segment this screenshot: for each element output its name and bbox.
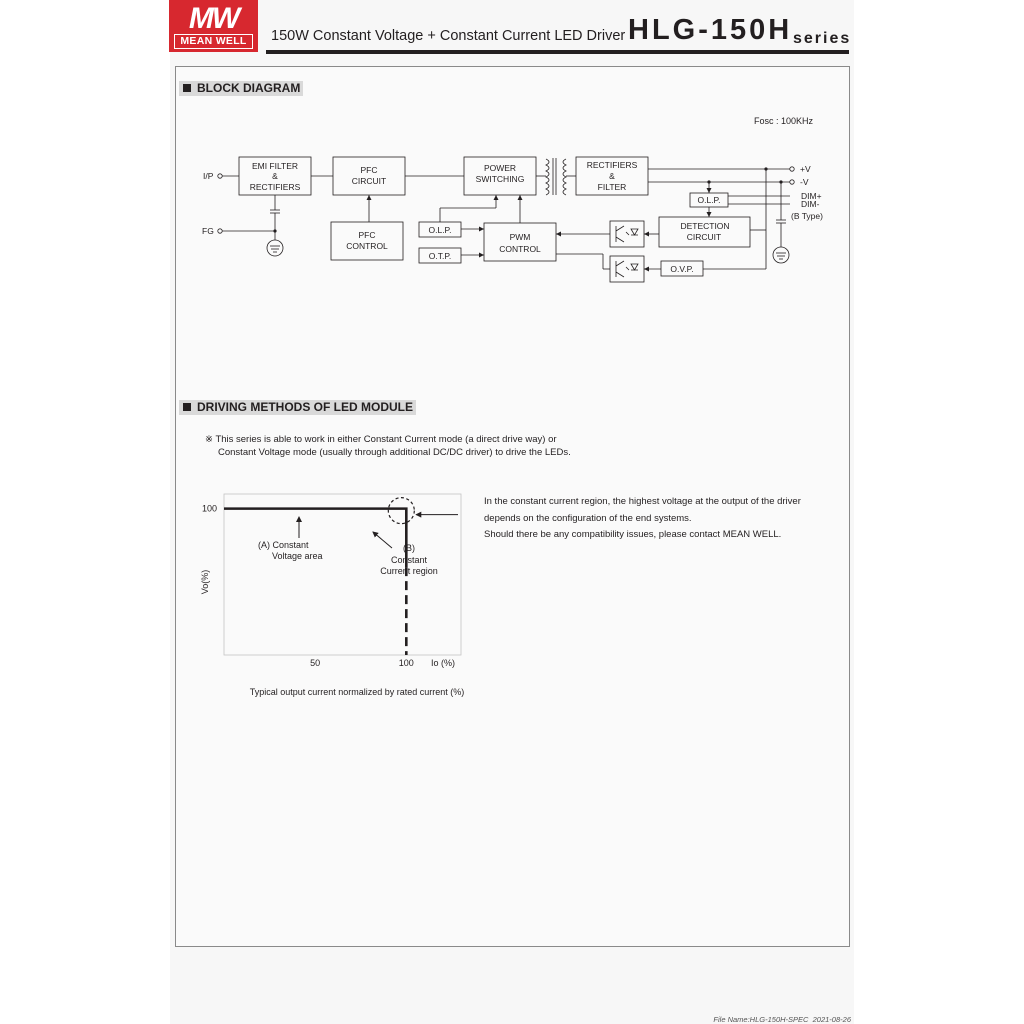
pwm-control-line1: PWM (509, 232, 531, 242)
x-tick-label: 100 (398, 658, 414, 668)
note-mark-icon: ※ (205, 434, 213, 445)
dim-pos-label: DIM+ (801, 191, 822, 201)
side-note-line-2: depends on the configuration of the end systems. (484, 512, 692, 524)
series-label: series (793, 30, 852, 47)
footer (713, 1015, 851, 1024)
region-b-line1: Constant (390, 555, 428, 565)
pfc-circuit-line2: CIRCUIT (351, 176, 387, 186)
emi-filter-line3: RECTIFIERS (249, 182, 301, 192)
block-diagram-heading-text: BLOCK DIAGRAM (197, 81, 301, 95)
pfc-circuit-line1: PFC (360, 165, 378, 175)
logo-text: MEAN WELL (174, 34, 253, 49)
emi-filter-line2: & (272, 171, 278, 181)
detection-circuit-line2: CIRCUIT (686, 232, 722, 242)
emi-filter-line1: EMI FILTER (251, 161, 299, 171)
note-line-1-text: This series is able to work in either Constant Current mode (a direct drive way) or (215, 434, 557, 445)
output-pos-label: +V (800, 164, 811, 174)
rectifiers-filter-line2: & (609, 171, 615, 181)
detection-circuit-line1: DETECTION (680, 221, 730, 231)
region-b-line2: Current region (380, 566, 438, 576)
otp-label: O.T.P. (428, 251, 452, 261)
side-note-line-1: In the constant current region, the highest voltage at the output of the driver (484, 496, 801, 507)
region-b-arrow (373, 532, 392, 548)
footer-file-name: File Name:HLG-150H-SPEC (713, 1015, 809, 1024)
model-number: HLG-150H (628, 14, 793, 46)
power-switching-line2: SWITCHING (475, 174, 525, 184)
x-tick-label: 50 (310, 658, 321, 668)
chart-caption: Typical output current normalized by rated current (%) (249, 687, 465, 697)
x-axis-label: Io (%) (430, 658, 456, 668)
region-a-title: (A) Constant (258, 540, 309, 550)
output-neg-label: -V (800, 177, 809, 187)
ip-label: I/P (203, 171, 214, 181)
pwm-control-line2: CONTROL (499, 244, 541, 254)
y-tick-label: 100 (201, 503, 217, 514)
logo-mark: MW (188, 2, 239, 35)
olp-left-label: O.L.P. (428, 225, 452, 235)
fosc-label: Fosc : 100KHz (753, 116, 813, 126)
fg-label: FG (202, 226, 214, 236)
knee-highlight-circle (388, 498, 414, 524)
b-type-label: (B Type) (791, 211, 823, 221)
product-title: 150W Constant Voltage + Constant Current LED Driver (271, 28, 626, 44)
driving-methods-heading-text: DRIVING METHODS OF LED MODULE (197, 400, 413, 414)
dim-neg-label: DIM- (801, 199, 820, 209)
region-b-label: (B) (403, 543, 415, 553)
pfc-control-line1: PFC (358, 230, 376, 240)
side-note-line-3: Should there be any compatibility issues, please contact MEAN WELL. (484, 529, 782, 540)
note-line-2: Constant Voltage mode (usually through additional DC/DC driver) to drive the LEDs. (218, 447, 571, 458)
footer-date: 2021-08-26 (812, 1015, 851, 1024)
rectifiers-filter-line1: RECTIFIERS (586, 160, 638, 170)
pfc-control-line2: CONTROL (346, 241, 388, 251)
region-a-subtitle: Voltage area (272, 551, 323, 561)
rectifiers-filter-line3: FILTER (597, 182, 627, 192)
olp-right-label: O.L.P. (697, 195, 721, 205)
power-switching-line1: POWER (483, 163, 517, 173)
y-axis-label: Vo(%) (200, 569, 210, 595)
ovp-label: O.V.P. (670, 264, 694, 274)
